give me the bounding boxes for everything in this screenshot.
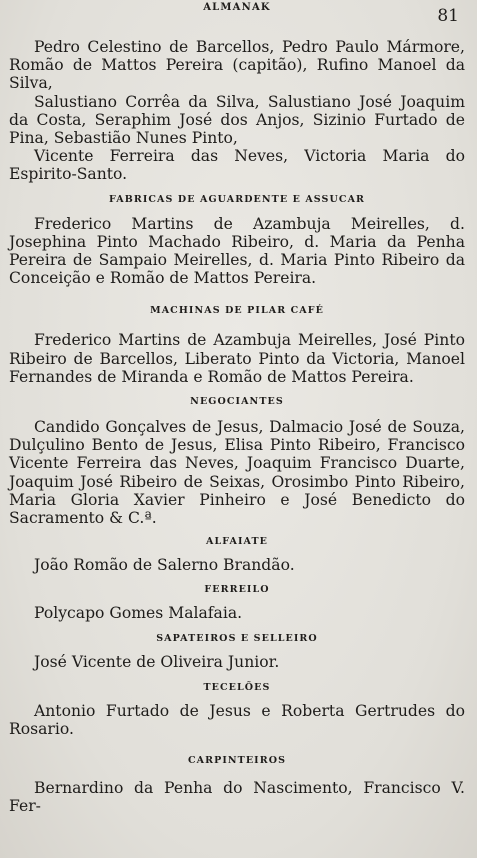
section-sapateiros xyxy=(9,632,465,671)
section-heading: SAPATEIROS E SELLEIRO xyxy=(156,632,318,644)
paragraph: Frederico Martins de Azambuja Meirelles, José Pinto Ribeiro de Barcellos, Liberato Pinto da Victoria, Manoel Fernandes de Miranda e Romão de Mattos Pereira. xyxy=(9,331,465,386)
paragraph: Pedro Celestino de Barcellos, Pedro Paulo Mármore, Romão de Mattos Pereira (capitão), Rufino Manoel da Silva, xyxy=(9,38,465,93)
section-heading: FERREILO xyxy=(204,584,270,596)
paragraph: Bernardino da Penha do Nascimento, Francisco V. Fer- xyxy=(9,779,465,816)
section-heading: MACHINAS DE PILAR CAFÉ xyxy=(150,305,324,317)
paragraph: João Romão de Salerno Brandão. xyxy=(34,556,295,575)
section-heading: TECELÕES xyxy=(203,681,271,693)
running-head: ALMANAK xyxy=(203,2,271,13)
section-heading: CARPINTEIROS xyxy=(187,755,287,767)
page-header xyxy=(9,0,465,38)
section-alfaiate xyxy=(9,535,465,574)
section-carpinteiros xyxy=(9,754,465,815)
paragraph: Candido Gonçalves de Jesus, Dalmacio José de Souza, Dulçulino Bento de Jesus, Elisa Pinto Ribeiro, Francisco Vicente Ferreira das Neves, Joaquim Francisco Duarte, Joaquim José Ribeiro de Seixas, Orosimbo Pinto Ribeiro, Maria Gloria Xavier Pinheiro e José Benedicto do Sacramento & C.ª. xyxy=(9,418,465,528)
paragraph: Polycapo Gomes Malafaia. xyxy=(34,604,243,623)
section-fabricas xyxy=(9,193,465,288)
page-number: 81 xyxy=(437,6,459,26)
paragraph: Antonio Furtado de Jesus e Roberta Gertrudes do Rosario. xyxy=(9,701,465,739)
section-heading: NEGOCIANTES xyxy=(190,396,284,408)
section-machinas xyxy=(9,304,465,386)
section-continued-list xyxy=(9,38,465,184)
section-heading: ALFAIATE xyxy=(205,536,268,548)
paragraph: Vicente Ferreira das Neves, Victoria Maria do Espirito-Santo. xyxy=(9,147,465,184)
section-teceloes xyxy=(9,681,465,738)
paragraph: José Vicente de Oliveira Junior. xyxy=(34,652,280,671)
section-negociantes xyxy=(9,395,465,527)
paragraph: Frederico Martins de Azambuja Meirelles, d. Josephina Pinto Machado Ribeiro, d. Maria da Penha Pereira de Sampaio Meirelles, d. Maria Pinto Ribeiro da Conceição e Romão de Mattos Pereira. xyxy=(9,214,465,288)
paragraph: Salustiano Corrêa da Silva, Salustiano José Joaquim da Costa, Seraphim José dos Anjos, Sizinio Furtado de Pina, Sebastião Nunes Pinto, xyxy=(9,92,465,148)
section-heading: FABRICAS DE AGUARDENTE E ASSUCAR xyxy=(108,193,366,205)
section-ferreilo xyxy=(9,583,465,622)
